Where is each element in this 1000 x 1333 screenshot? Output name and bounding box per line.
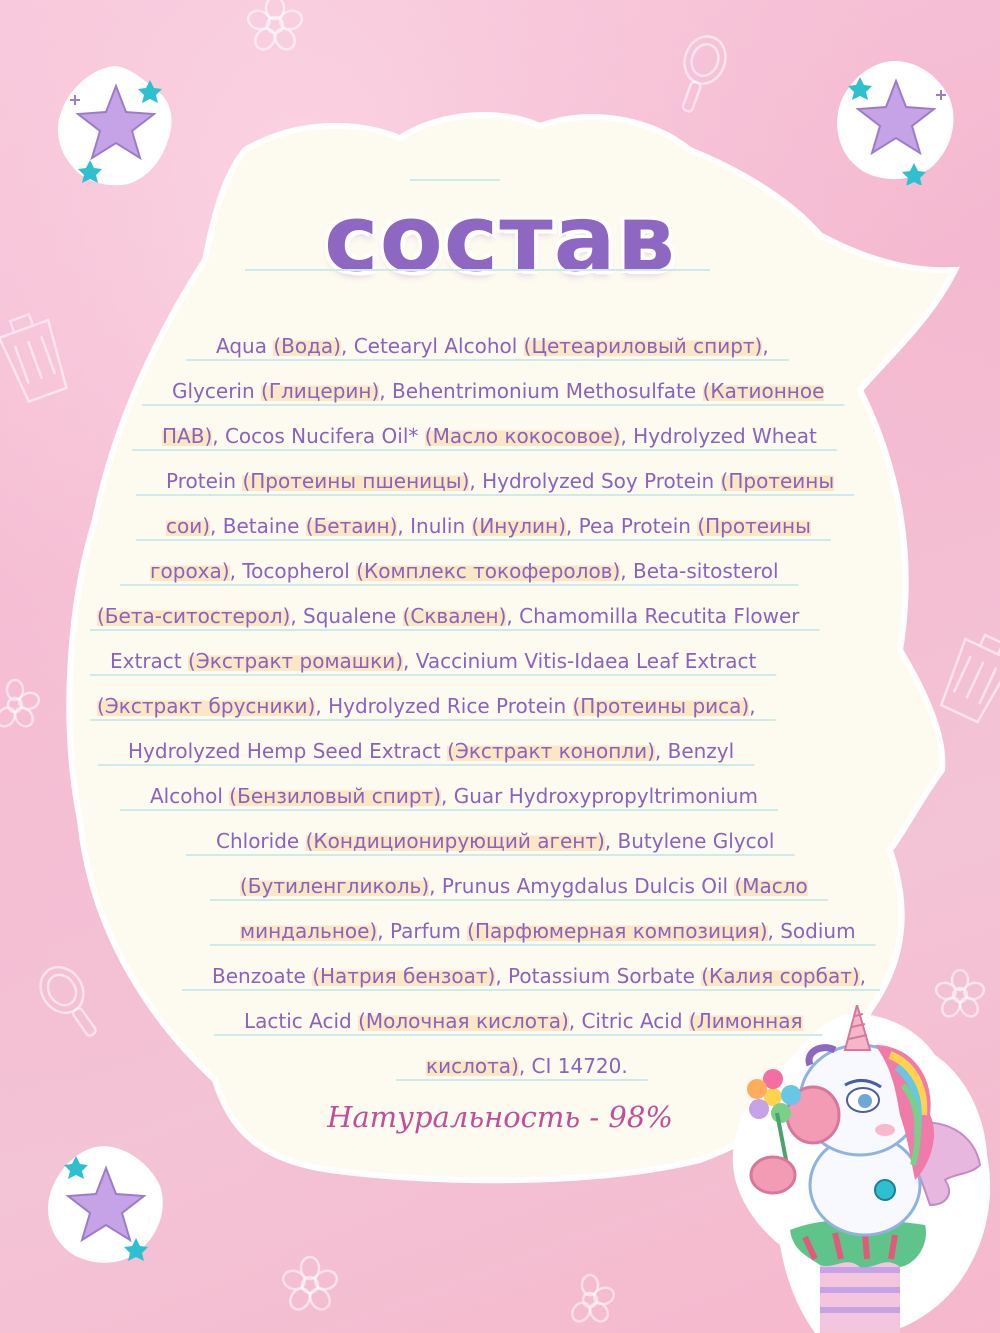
translation-highlight: (Масло кокосовое) — [424, 424, 621, 448]
ingredient-line: Glycerin (Глицерин), Behentrimonium Methosulfate (Катионное — [172, 379, 825, 403]
translation-highlight: (Парфюмерная композиция) — [467, 919, 768, 943]
ingredient-line: Benzoate (Натрия бензоат), Potassium Sorbate (Калия сорбат), — [212, 964, 867, 988]
translation-highlight: (Бета-ситостерол) — [97, 604, 291, 628]
ingredient-line: (Бета-ситостерол), Squalene (Сквален), Chamomilla Recutita Flower — [97, 604, 800, 628]
translation-highlight: (Комплекс токоферолов) — [356, 559, 621, 583]
translation-highlight: (Катионное — [702, 379, 825, 403]
translation-highlight: (Экстракт конопли) — [447, 739, 655, 763]
translation-highlight: миндальное) — [240, 919, 378, 943]
ingredient-line: миндальное), Parfum (Парфюмерная композиция), Sodium — [240, 919, 856, 943]
translation-highlight: (Протеины пшеницы) — [242, 469, 470, 493]
translation-highlight: (Сквален) — [402, 604, 507, 628]
translation-highlight: (Вода) — [273, 334, 341, 358]
translation-highlight: (Калия сорбат) — [701, 964, 860, 988]
translation-highlight: (Молочная кислота) — [358, 1009, 569, 1033]
translation-highlight: (Кондиционирующий агент) — [305, 829, 605, 853]
translation-highlight: (Бетаин) — [305, 514, 398, 538]
translation-highlight: кислота) — [426, 1054, 519, 1078]
translation-highlight: (Экстракт брусники) — [97, 694, 316, 718]
translation-highlight: (Бензиловый спирт) — [229, 784, 442, 808]
translation-highlight: (Инулин) — [471, 514, 566, 538]
naturalness-label: Натуральность - 98% — [327, 1100, 673, 1134]
page-title: состав — [324, 185, 676, 292]
ingredient-line: сои), Betaine (Бетаин), Inulin (Инулин), Pea Protein (Протеины — [166, 514, 811, 538]
ingredient-line: (Бутиленгликоль), Prunus Amygdalus Dulcis Oil (Масло — [240, 874, 808, 898]
translation-highlight: (Лимонная — [688, 1009, 803, 1033]
translation-highlight: (Протеины риса) — [572, 694, 750, 718]
translation-highlight: (Протеины — [720, 469, 835, 493]
translation-highlight: (Протеины — [697, 514, 811, 538]
ingredient-line: Extract (Экстракт ромашки), Vaccinium Vitis-Idaea Leaf Extract — [110, 649, 757, 673]
translation-highlight: (Цетеариловый спирт) — [523, 334, 763, 358]
ingredient-line: ПАВ), Cocos Nucifera Oil* (Масло кокосовое), Hydrolyzed Wheat — [162, 424, 817, 448]
translation-highlight: (Глицерин) — [261, 379, 380, 403]
translation-highlight: (Масло — [734, 874, 808, 898]
ingredient-line: Lactic Acid (Молочная кислота), Citric Acid (Лимонная — [244, 1009, 803, 1033]
translation-highlight: (Натрия бензоат) — [312, 964, 496, 988]
ingredient-line: (Экстракт брусники), Hydrolyzed Rice Protein (Протеины риса), — [97, 694, 756, 718]
translation-highlight: (Бутиленгликоль) — [240, 874, 430, 898]
ingredient-line: Chloride (Кондиционирующий агент), Butylene Glycol — [216, 829, 775, 853]
translation-highlight: ПАВ) — [162, 424, 213, 448]
ingredient-line: гороха), Tocopherol (Комплекс токоферолов), Beta-sitosterol — [150, 559, 779, 583]
ingredient-line: Protein (Протеины пшеницы), Hydrolyzed Soy Protein (Протеины — [166, 469, 835, 493]
ingredient-line: Aqua (Вода), Cetearyl Alcohol (Цетеариловый спирт), — [216, 334, 769, 358]
translation-highlight: (Экстракт ромашки) — [188, 649, 403, 673]
translation-highlight: гороха) — [150, 559, 230, 583]
ingredient-line: кислота), CI 14720. — [426, 1054, 628, 1078]
ingredient-line: Hydrolyzed Hemp Seed Extract (Экстракт конопли), Benzyl — [128, 739, 735, 763]
ingredient-line: Alcohol (Бензиловый спирт), Guar Hydroxypropyltrimonium — [150, 784, 758, 808]
translation-highlight: сои) — [166, 514, 211, 538]
